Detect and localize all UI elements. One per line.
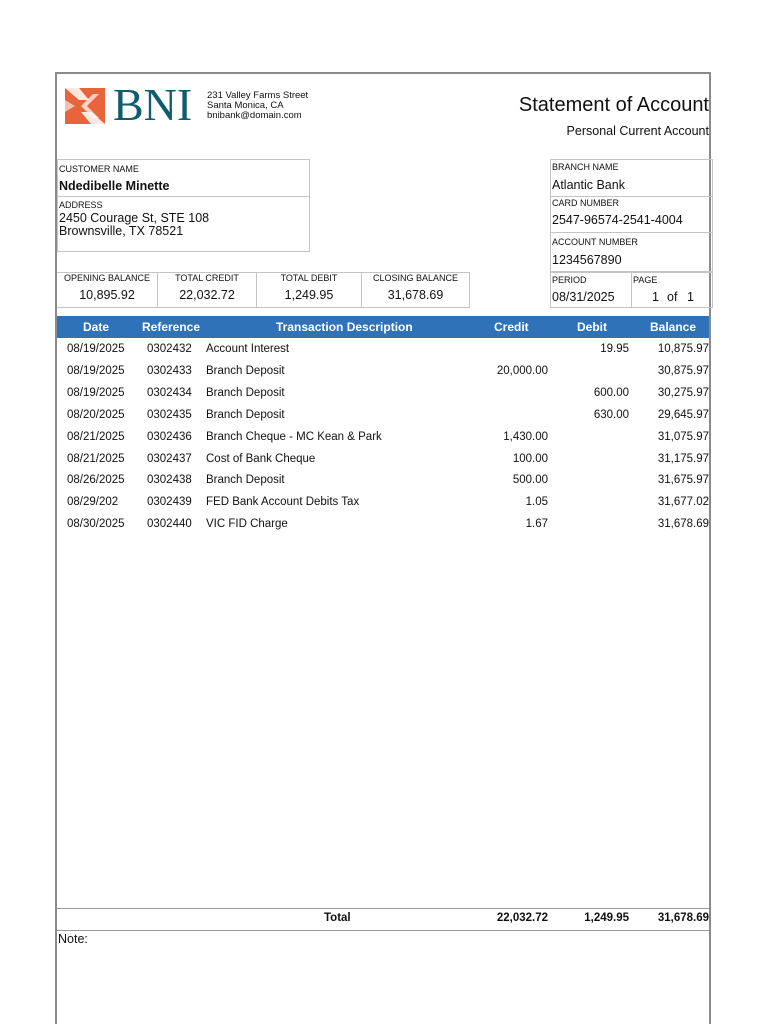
branch-name: Atlantic Bank	[552, 178, 625, 192]
row-description: Cost of Bank Cheque	[206, 452, 316, 465]
table-row	[57, 492, 709, 514]
period-label: PERIOD	[552, 275, 587, 285]
row-description: Branch Deposit	[206, 408, 285, 421]
header-balance: Balance	[650, 320, 697, 334]
row-credit: 1,430.00	[503, 430, 548, 443]
row-description: Account Interest	[206, 343, 290, 355]
customer-name-label: CUSTOMER NAME	[59, 164, 139, 174]
bni-logo-mark-icon	[65, 88, 105, 124]
row-reference: 0302438	[147, 474, 192, 487]
opening-balance-cell	[57, 272, 158, 308]
statement-page	[55, 72, 711, 1024]
account-box	[550, 233, 713, 272]
total-debit-cell	[256, 272, 362, 308]
closing-balance-cell	[361, 272, 470, 308]
total-label: Total	[324, 912, 351, 924]
account-label: ACCOUNT NUMBER	[552, 237, 638, 247]
row-reference: 0302433	[147, 364, 192, 377]
row-date: 08/29/202	[67, 496, 119, 509]
row-credit: 500.00	[512, 474, 548, 487]
row-description: Branch Deposit	[206, 364, 285, 377]
page-current: 1	[652, 290, 659, 304]
bank-email: bnibank@domain.com	[207, 110, 302, 121]
table-row	[57, 514, 709, 536]
row-credit: 100.00	[512, 452, 548, 465]
header-description: Transaction Description	[276, 320, 413, 334]
bni-logo	[65, 79, 203, 130]
row-date: 08/21/2025	[67, 452, 125, 465]
row-date: 08/21/2025	[67, 430, 125, 443]
row-reference: 0302432	[147, 343, 192, 355]
table-row	[57, 427, 709, 449]
row-description: Branch Deposit	[206, 386, 285, 399]
total-debit: 1,249.95	[584, 912, 629, 924]
customer-name: Ndedibelle Minette	[59, 179, 170, 193]
row-debit: 600.00	[593, 386, 629, 399]
row-date: 08/19/2025	[67, 386, 125, 399]
total-debit-label: TOTAL DEBIT	[280, 273, 338, 283]
row-date: 08/30/2025	[67, 518, 125, 531]
table-row	[57, 470, 709, 492]
row-reference: 0302436	[147, 430, 192, 443]
row-balance: 10,875.97	[657, 343, 709, 355]
closing-balance-value: 31,678.69	[387, 288, 444, 302]
period-value: 08/31/2025	[552, 290, 615, 304]
bank-address-line: Santa Monica, CA	[207, 100, 284, 111]
customer-name-box	[57, 159, 310, 197]
row-description: FED Bank Account Debits Tax	[206, 496, 360, 509]
bank-name: BNI	[113, 79, 193, 130]
total-credit: 22,032.72	[496, 912, 548, 924]
customer-address-box	[57, 196, 310, 252]
row-balance: 30,875.97	[657, 364, 709, 377]
bank-address-line: 231 Valley Farms Street	[207, 90, 309, 101]
page-total: 1	[687, 290, 694, 304]
account-number: 1234567890	[552, 253, 622, 267]
row-balance: 31,678.69	[657, 518, 709, 531]
customer-address-label: ADDRESS	[59, 200, 103, 210]
card-number: 2547-96574-2541-4004	[552, 213, 683, 227]
row-debit: 19.95	[600, 343, 629, 355]
bank-address	[207, 91, 308, 121]
transactions-header	[57, 316, 709, 338]
total-row	[57, 910, 709, 930]
table-row	[57, 339, 709, 361]
page-label: PAGE	[633, 275, 658, 285]
table-row	[57, 405, 709, 427]
row-balance: 29,645.97	[657, 408, 709, 421]
row-balance: 31,075.97	[657, 430, 709, 443]
header-debit: Debit	[577, 320, 607, 334]
row-balance: 31,677.02	[657, 496, 709, 509]
row-credit: 1.67	[525, 518, 548, 531]
row-description: Branch Cheque - MC Kean & Park	[206, 430, 382, 443]
row-date: 08/19/2025	[67, 343, 125, 355]
opening-balance-label: OPENING BALANCE	[63, 273, 151, 283]
total-divider	[57, 908, 709, 909]
row-reference: 0302434	[147, 386, 192, 399]
customer-address-line1: 2450 Courage St, STE 108	[59, 211, 210, 225]
header-credit: Credit	[494, 320, 529, 334]
closing-balance-label: CLOSING BALANCE	[372, 273, 459, 283]
row-description: Branch Deposit	[206, 474, 285, 487]
customer-address-line2: Brownsville, TX 78521	[59, 224, 184, 238]
total-bottom-divider	[57, 930, 709, 931]
table-row	[57, 361, 709, 383]
row-balance: 30,275.97	[657, 386, 709, 399]
card-label: CARD NUMBER	[552, 198, 620, 208]
row-debit: 630.00	[593, 408, 629, 421]
header-reference: Reference	[142, 320, 201, 334]
statement-title: Statement of Account	[518, 94, 709, 116]
row-reference: 0302440	[147, 518, 192, 531]
opening-balance-value: 10,895.92	[79, 288, 135, 302]
row-balance: 31,675.97	[657, 474, 709, 487]
total-credit-cell	[157, 272, 257, 308]
note-label: Note:	[58, 932, 88, 946]
row-date: 08/19/2025	[67, 364, 125, 377]
total-credit-label: TOTAL CREDIT	[175, 273, 239, 283]
table-row	[57, 383, 709, 405]
row-credit: 1.05	[525, 496, 548, 509]
branch-box	[550, 159, 713, 197]
total-debit-value: 1,249.95	[284, 288, 334, 302]
table-row	[57, 449, 709, 471]
row-reference: 0302439	[147, 496, 192, 509]
total-balance: 31,678.69	[657, 912, 709, 924]
row-reference: 0302435	[147, 408, 192, 421]
period-box	[550, 272, 632, 308]
row-balance: 31,175.97	[657, 452, 709, 465]
row-date: 08/26/2025	[67, 474, 125, 487]
header-date: Date	[83, 320, 110, 334]
row-description: VIC FID Charge	[206, 518, 288, 531]
statement-subtitle: Personal Current Account	[566, 124, 709, 138]
row-date: 08/20/2025	[67, 408, 125, 421]
row-credit: 20,000.00	[496, 364, 548, 377]
card-box	[550, 196, 713, 233]
row-reference: 0302437	[147, 452, 192, 465]
branch-label: BRANCH NAME	[552, 162, 619, 172]
page-box	[631, 272, 713, 308]
total-credit-value: 22,032.72	[179, 288, 235, 302]
page-of: of	[667, 290, 678, 304]
